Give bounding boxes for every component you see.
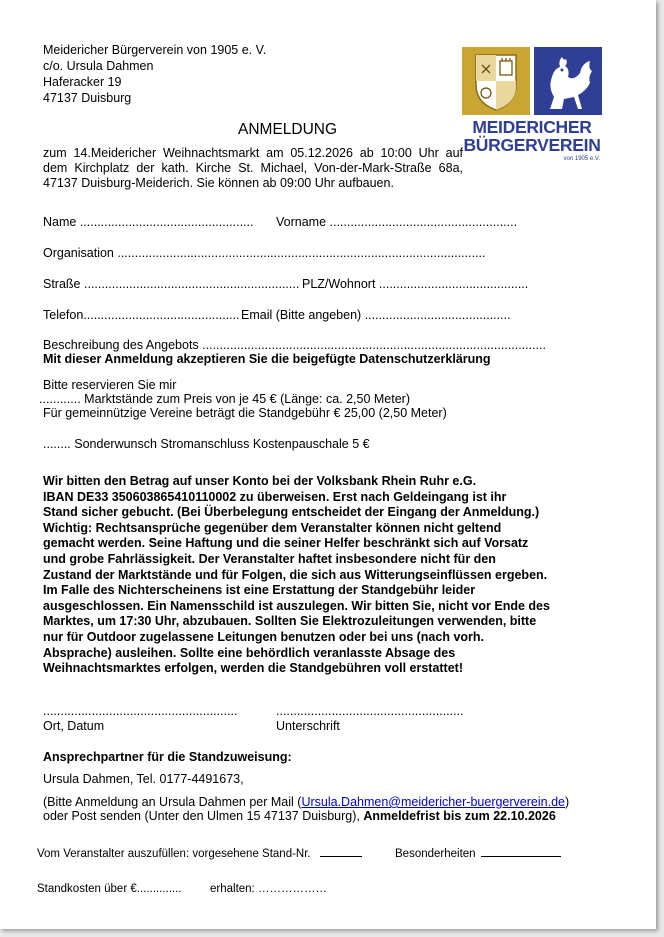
field-email-dots: .......................................... xyxy=(364,308,511,322)
contact-mail-pre: (Bitte Anmeldung an Ursula Dahmen per Mail ( xyxy=(43,795,302,809)
field-vorname-dots: ...................................................... xyxy=(329,215,518,229)
office-stand-label: Vom Veranstalter auszufüllen: vorgesehene Stand-Nr. xyxy=(37,848,311,860)
field-name-row[interactable] xyxy=(43,215,253,230)
field-strasse-row[interactable] xyxy=(43,277,299,292)
reservation-stands-dots: ............ xyxy=(39,392,85,406)
field-organisation-label: Organisation xyxy=(43,246,114,260)
reservation-stands-row[interactable] xyxy=(39,392,410,407)
field-telefon-dots: ............................................. xyxy=(83,308,240,322)
field-vorname-label: Vorname xyxy=(276,215,327,229)
coat-of-arms-icon xyxy=(462,47,530,115)
reservation-power-label: Sonderwunsch Stromanschluss Kostenpauschale 5 € xyxy=(74,437,370,451)
logo-since: von 1905 e.V. xyxy=(563,156,600,162)
field-beschreibung-label: Beschreibung des Angebots xyxy=(43,338,199,352)
office-kosten-label: Standkosten über € xyxy=(37,883,137,895)
intro-text: zum 14.Meidericher Weihnachtsmarkt am 05.12.2026 ab 10:00 Uhr auf dem Kirchplatz der kath. Kirche St. Michael, Von-der-Mark-Straße 68a, 47137 Duisburg-Meiderich. Sie können ab 09:00 Uhr aufbauen. xyxy=(43,146,463,190)
contact-post: oder Post senden (Unter den Ulmen 15 47137 Duisburg), xyxy=(43,809,360,823)
sender-line-2: c/o. Ursula Dahmen xyxy=(43,59,154,73)
field-beschreibung-dots: ................................................................................................... xyxy=(202,338,546,352)
office-besonderheiten-row[interactable] xyxy=(395,845,561,862)
privacy-notice: Mit dieser Anmeldung akzeptieren Sie die beigefügte Datenschutzerklärung xyxy=(43,352,491,366)
field-organisation-dots: .......................................................................................................... xyxy=(117,246,486,260)
signature-place-label: Ort, Datum xyxy=(43,719,105,733)
office-erhalten-dots: ……………… xyxy=(257,883,327,895)
field-telefon-label: Telefon xyxy=(43,308,84,322)
field-plz-dots: ........................................... xyxy=(378,277,529,291)
office-besonderheiten-blank[interactable] xyxy=(481,845,561,857)
registration-deadline: Anmeldefrist bis zum 22.10.2026 xyxy=(363,809,556,823)
rooster-icon xyxy=(534,47,602,115)
page-title: ANMELDUNG xyxy=(238,121,338,138)
contact-heading: Ansprechpartner für die Standzuweisung: xyxy=(43,750,292,764)
sender-line-1: Meidericher Bürgerverein von 1905 e. V. xyxy=(43,43,267,57)
sender-line-3: Haferacker 19 xyxy=(43,75,122,89)
field-email-row[interactable] xyxy=(241,308,511,323)
office-stand-row[interactable] xyxy=(37,845,362,862)
field-name-dots: .................................................. xyxy=(79,215,254,229)
field-strasse-dots: .............................................................. xyxy=(84,277,300,291)
field-telefon-row[interactable] xyxy=(43,308,240,323)
terms-text: Wir bitten den Betrag auf unser Konto bei der Volksbank Rhein Ruhr e.G. IBAN DE33 350603865410110002 zu überweisen. Erst nach Geldeingang ist ihr Stand sicher gebucht. (Bei Überbelegung entscheidet der Eingang der Anmeldung.) Wichtig: Rechtsansprüche gegenüber dem Veranstalter können nicht geltend gemacht werden. Seine Haftung und die seiner Helfer beschränkt sich auf Vorsatz und grobe Fahrlässigkeit. Der Veranstalter haftet insbesondere nicht für den Zustand der Marktstände und für Folgen, die sich aus Witterungseinflüssen ergeben. Im Falle des Nichterscheinens ist eine Erstattung der Standgebühr leider ausgeschlossen. Ein Namensschild ist auszulegen. Wir bitten Sie, nicht vor Ende des Marktes, um 17:30 Uhr, abzubauen. Sollten Sie Elektrozuleitungen verwenden, bitte nur für Outdoor zugelassene Leitungen benutzen oder bei uns (nach vorh. Absprache) ausleihen. Sollte eine behördlich veranlasste Absage des Weihnachtsmarktes erfolgen, werden die Standgebühren voll erstattet! xyxy=(43,474,550,676)
field-plz-row[interactable] xyxy=(302,277,528,292)
sender-line-4: 47137 Duisburg xyxy=(43,91,132,105)
reservation-stands-label: Marktstände zum Preis von je 45 € (Länge: ca. 2,50 Meter) xyxy=(84,392,411,406)
field-plz-label: PLZ/Wohnort xyxy=(302,277,376,291)
office-kosten-row[interactable] xyxy=(37,882,181,897)
contact-person: Ursula Dahmen, Tel. 0177-4491673, xyxy=(43,772,244,786)
logo-title-1: MEIDERICHER xyxy=(472,117,592,137)
office-besonderheiten-label: Besonderheiten xyxy=(395,848,476,860)
club-logo xyxy=(462,47,602,165)
field-beschreibung-row[interactable] xyxy=(43,338,546,353)
office-erhalten-row[interactable] xyxy=(210,882,327,897)
logo-title-2: BÜRGERVEREIN xyxy=(463,135,601,155)
contact-mail-post: ) xyxy=(564,795,570,809)
office-erhalten-label: erhalten: xyxy=(210,883,255,895)
contact-email-link[interactable]: Ursula.Dahmen@meidericher-buergerverein.de xyxy=(301,795,565,809)
reservation-intro: Bitte reservieren Sie mir xyxy=(43,378,177,392)
signature-place-line[interactable]: ........................................................ xyxy=(43,704,238,718)
reservation-power-dots: ........ xyxy=(43,437,75,451)
contact-mail-line xyxy=(43,795,569,810)
field-name-label: Name xyxy=(43,215,77,229)
contact-post-line xyxy=(43,809,556,824)
signature-sign-line[interactable]: ...................................................... xyxy=(276,704,464,718)
reservation-charity: Für gemeinnützige Vereine beträgt die Standgebühr € 25,00 (2,50 Meter) xyxy=(43,406,447,420)
field-vorname-row[interactable] xyxy=(276,215,517,230)
office-stand-blank[interactable] xyxy=(320,845,362,857)
field-email-label: Email (Bitte angeben) xyxy=(241,308,362,322)
signature-sign-label: Unterschrift xyxy=(276,719,340,733)
office-kosten-dots: .............. xyxy=(136,883,182,895)
reservation-power-row[interactable] xyxy=(43,437,370,452)
field-organisation-row[interactable] xyxy=(43,246,486,261)
field-strasse-label: Straße xyxy=(43,277,81,291)
